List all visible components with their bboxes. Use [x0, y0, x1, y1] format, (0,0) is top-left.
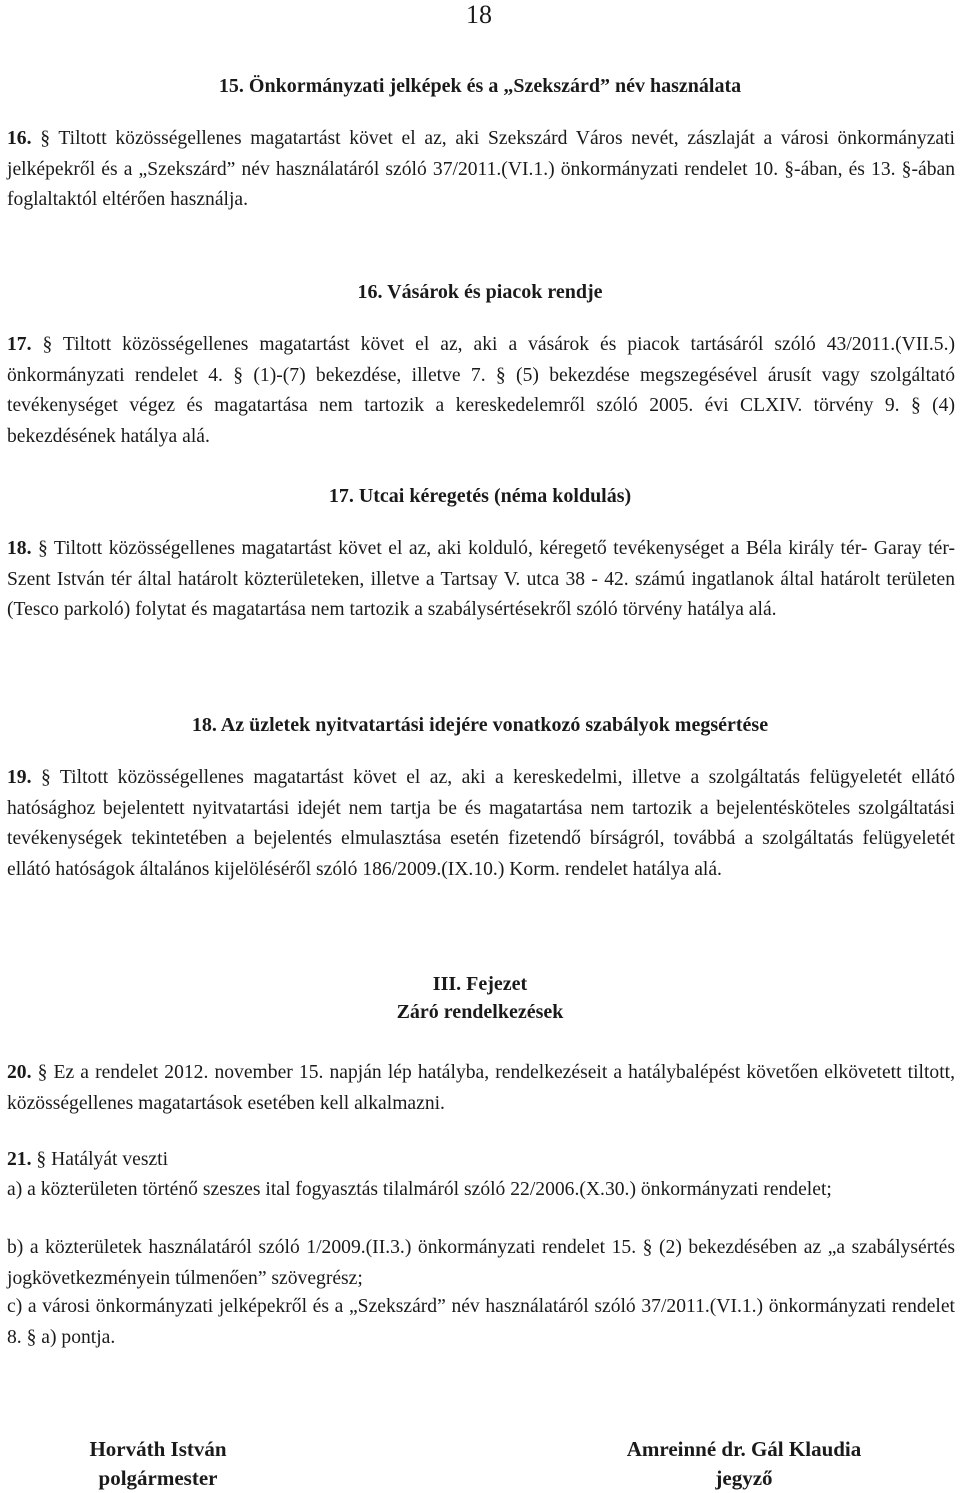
- notary-title: jegyző: [715, 1466, 773, 1490]
- paragraph-18-number: 18.: [7, 538, 32, 559]
- section-15-title: 15. Önkormányzati jelképek és a „Szekszárd” név használata: [218, 75, 742, 97]
- notary-name: Amreinné dr. Gál Klaudia: [626, 1437, 862, 1461]
- paragraph-20: [7, 1058, 955, 1119]
- paragraph-21: [7, 1145, 955, 1176]
- paragraph-17: [7, 330, 955, 452]
- paragraph-21-number: 21.: [7, 1149, 32, 1170]
- paragraph-19-number: 19.: [7, 767, 32, 788]
- paragraph-20-number: 20.: [7, 1062, 32, 1083]
- mayor-name: Horváth István: [89, 1437, 227, 1461]
- paragraph-16: [7, 124, 955, 216]
- paragraph-21-item-c: c) a városi önkormányzati jelképekről és a „Szekszárd” név használatáról szóló 37/2011.(VI.1.) önkormányzati rendelet 8. § a) pontja.: [7, 1296, 955, 1348]
- paragraph-19-text: § Tiltott közösségellenes magatartást követ el az, aki a kereskedelmi, illetve a szolgáltatás felügyeletét ellátó hatósághoz bejelentett nyitvatartási idejét nem tartja be és magatartása nem tartozik a bejelentésköteles szolgáltatási tevékenységek tekintetében a bejelentés elmulasztása esetén fizetendő bírságról, továbbá a szolgáltatás felügyeletét ellátó hatóságok általános kijelöléséről szóló 186/2009.(IX.10.) Korm. rendelet hatálya alá.: [7, 767, 955, 880]
- section-16-title: 16. Vásárok és piacok rendje: [357, 281, 603, 303]
- paragraph-17-number: 17.: [7, 334, 32, 355]
- signature-right: [586, 1435, 902, 1493]
- paragraph-20-text: § Ez a rendelet 2012. november 15. napján lép hatályba, rendelkezéseit a hatálybalépést követően elkövetett tiltott, közösségellenes magatartások esetében kell alkalmazni.: [7, 1062, 955, 1114]
- paragraph-18-text: § Tiltott közösségellenes magatartást követ el az, aki kolduló, kéregető tevékenységet a Béla király tér- Garay tér- Szent István tér által határolt közterületeken, illetve a Tartsay V. utca 38 - 42. számú ingatlanok által határolt területen (Tesco parkoló) folytat és magatartása nem tartozik a szabálysértésekről szóló törvény hatálya alá.: [7, 538, 956, 621]
- paragraph-21-item-b: b) a közterületek használatáról szóló 1/2009.(II.3.) önkormányzati rendelet 15. § (2) bekezdésében az „a szabálysértés jogkövetkezményein túlmenően” szövegrész;: [7, 1237, 955, 1289]
- paragraph-17-text: § Tiltott közösségellenes magatartást követ el az, aki a vásárok és piacok tartásáról szóló 43/2011.(VII.5.) önkormányzati rendelet 4. § (1)-(7) bekezdése, illetve 7. § (5) bekezdése megszegésével árusít vagy szolgáltató tevékenységet végez és magatartása nem tartozik a kereskedelemről szóló 2005. évi CLXIV. törvény 9. § (4) bekezdésének hatálya alá.: [7, 334, 955, 447]
- signature-left: [40, 1435, 276, 1493]
- paragraph-21-item-a: a) a közterületen történő szeszes ital fogyasztás tilalmáról szóló 22/2006.(X.30.) önkormányzati rendelet;: [7, 1179, 832, 1200]
- chapter-3-subtitle: Záró rendelkezések: [396, 1001, 564, 1023]
- paragraph-16-text: § Tiltott közösségellenes magatartást követ el az, aki Szekszárd Város nevét, zászlaját a városi önkormányzati jelképekről és a „Szekszárd” név használatáról szóló 37/2011.(VI.1.) önkormányzati rendelet 10. §-ában, és 13. §-ában foglaltaktól eltérően használja.: [7, 128, 955, 211]
- chapter-3-title: III. Fejezet: [432, 973, 528, 995]
- page-number: 18: [466, 0, 492, 29]
- paragraph-19: [7, 763, 955, 885]
- paragraph-16-number: 16.: [7, 128, 32, 149]
- section-17-title: 17. Utcai kéregetés (néma koldulás): [328, 485, 632, 507]
- paragraph-18: [7, 534, 955, 626]
- paragraph-21-text: § Hatályát veszti: [36, 1149, 169, 1170]
- mayor-title: polgármester: [98, 1466, 218, 1490]
- section-18-title: 18. Az üzletek nyitvatartási idejére vonatkozó szabályok megsértése: [191, 714, 769, 736]
